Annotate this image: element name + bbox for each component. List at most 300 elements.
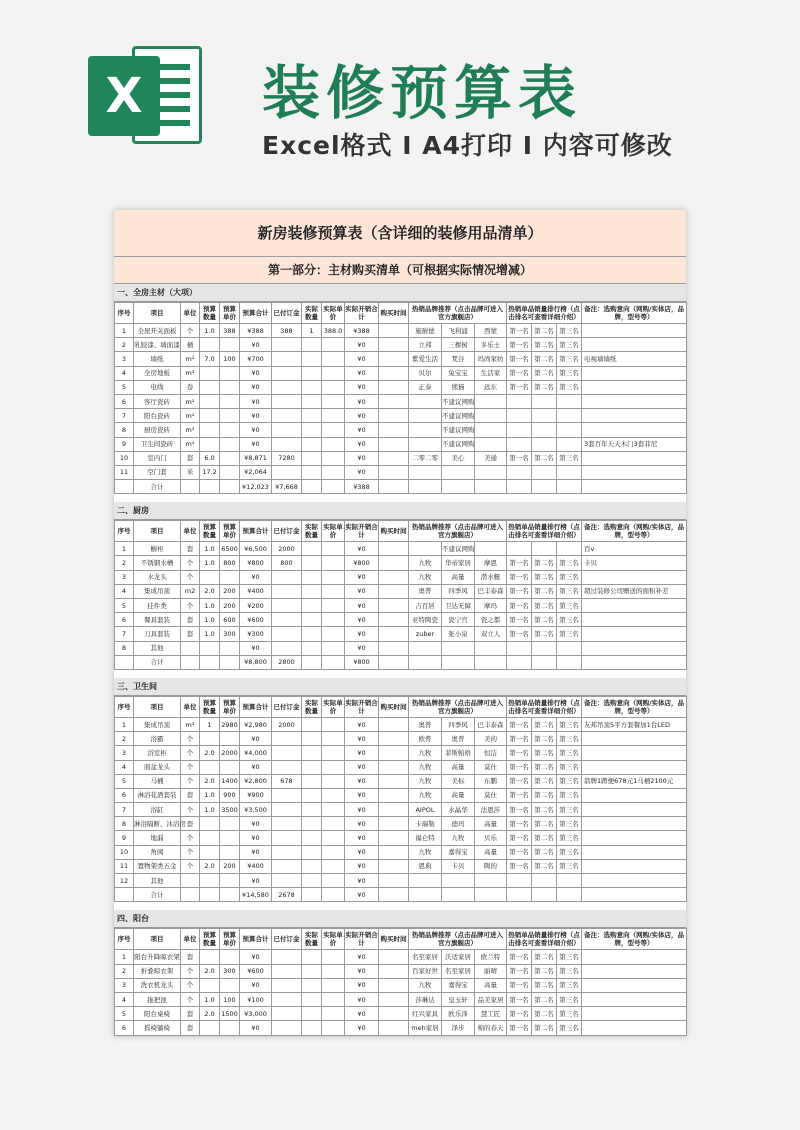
rank-cell: 第二名 xyxy=(532,950,557,964)
brand-cell: 名至家居 xyxy=(409,950,442,964)
rank-cell: 第一名 xyxy=(507,1007,532,1021)
brand-cell: 兔宝宝 xyxy=(442,366,475,380)
section-heading: 四、阳台 xyxy=(114,910,686,928)
table-cell: ¥0 xyxy=(240,1021,272,1035)
table-row xyxy=(115,717,687,731)
table-cell: 1.0 xyxy=(200,627,220,641)
rank-cell: 第三名 xyxy=(557,992,582,1006)
rank-cell: 第一名 xyxy=(507,950,532,964)
table-cell: ¥800 xyxy=(345,655,379,669)
table-cell: 个 xyxy=(181,964,200,978)
table-cell xyxy=(272,465,302,479)
table-cell: 17.2 xyxy=(200,465,220,479)
column-header: 已付订金 xyxy=(272,929,302,950)
brand-cell xyxy=(409,641,442,655)
rank-cell: 第二名 xyxy=(532,760,557,774)
table-cell: 1.0 xyxy=(200,324,220,338)
rank-cell: 第三名 xyxy=(557,950,582,964)
brand-cell: 生活家 xyxy=(475,366,507,380)
brand-cell xyxy=(442,480,475,494)
rank-cell xyxy=(507,409,532,423)
table-cell xyxy=(302,366,322,380)
table-cell xyxy=(302,732,322,746)
budget-table xyxy=(114,302,687,494)
table-row xyxy=(115,542,687,556)
table-cell: 套 xyxy=(181,627,200,641)
table-cell xyxy=(302,542,322,556)
column-header: 序号 xyxy=(115,303,134,324)
table-cell: 墙纸 xyxy=(134,352,181,366)
brand-cell: 名至家居 xyxy=(442,964,475,978)
brand-cell: 奥普 xyxy=(409,717,442,731)
rank-cell: 第一名 xyxy=(507,1021,532,1035)
note-cell xyxy=(582,978,687,992)
rank-cell: 第三名 xyxy=(557,451,582,465)
note-cell xyxy=(582,788,687,802)
table-cell: 个 xyxy=(181,746,200,760)
rank-cell: 第三名 xyxy=(557,817,582,831)
brand-cell: 不建议网购 xyxy=(442,542,475,556)
table-cell xyxy=(379,599,409,613)
note-cell: 百v xyxy=(582,542,687,556)
table-cell xyxy=(220,845,240,859)
note-cell xyxy=(582,1021,687,1035)
rank-cell: 第二名 xyxy=(532,1007,557,1021)
table-row xyxy=(115,437,687,451)
brand-cell xyxy=(409,465,442,479)
rank-cell: 第三名 xyxy=(557,613,582,627)
brand-cell: 熊猫 xyxy=(442,380,475,394)
table-cell xyxy=(220,465,240,479)
table-cell xyxy=(322,641,345,655)
brand-cell xyxy=(442,874,475,888)
note-cell xyxy=(582,613,687,627)
table-cell xyxy=(379,556,409,570)
table-cell: ¥0 xyxy=(240,831,272,845)
rank-cell: 第二名 xyxy=(532,338,557,352)
table-cell: 11 xyxy=(115,465,134,479)
table-cell xyxy=(220,655,240,669)
rank-cell: 第一名 xyxy=(507,380,532,394)
table-cell: 2.0 xyxy=(200,964,220,978)
table-cell: ¥0 xyxy=(345,817,379,831)
section-spacer xyxy=(114,670,686,678)
note-cell xyxy=(582,964,687,978)
table-cell: ¥0 xyxy=(345,732,379,746)
rank-cell: 第三名 xyxy=(557,732,582,746)
rank-cell: 第一名 xyxy=(507,613,532,627)
rank-cell xyxy=(532,655,557,669)
header-row xyxy=(115,929,687,950)
table-cell: 1.0 xyxy=(200,788,220,802)
rank-cell xyxy=(532,437,557,451)
table-cell: 1 xyxy=(302,324,322,338)
table-row xyxy=(115,746,687,760)
rank-cell: 第二名 xyxy=(532,859,557,873)
table-cell xyxy=(302,774,322,788)
sheet-title: 新房装修预算表（含详细的装修用品清单） xyxy=(114,210,686,257)
brand-cell: 不建议网购 xyxy=(442,423,475,437)
table-cell xyxy=(322,437,345,451)
table-cell xyxy=(322,874,345,888)
table-cell: 浴缸 xyxy=(134,803,181,817)
table-row xyxy=(115,992,687,1006)
table-cell: ¥0 xyxy=(345,803,379,817)
table-cell xyxy=(322,774,345,788)
brand-cell: 高量 xyxy=(442,570,475,584)
table-cell xyxy=(379,409,409,423)
column-header: 实际单价 xyxy=(322,521,345,542)
table-cell: ¥300 xyxy=(240,627,272,641)
budget-table xyxy=(114,520,687,670)
column-header: 预算数量 xyxy=(200,696,220,717)
table-row xyxy=(115,338,687,352)
table-cell xyxy=(181,888,200,902)
table-cell: 6.0 xyxy=(200,451,220,465)
table-cell: ¥0 xyxy=(345,831,379,845)
table-cell xyxy=(322,542,345,556)
table-cell: 6 xyxy=(115,1021,134,1035)
table-cell: 7.0 xyxy=(200,352,220,366)
table-cell xyxy=(322,627,345,641)
table-cell: 11 xyxy=(115,859,134,873)
column-header: 项目 xyxy=(134,521,181,542)
brand-cell xyxy=(442,641,475,655)
note-cell xyxy=(582,627,687,641)
table-row xyxy=(115,732,687,746)
brand-cell: 奥普 xyxy=(442,732,475,746)
table-cell: 餐具套装 xyxy=(134,613,181,627)
brand-cell: 张小泉 xyxy=(442,627,475,641)
table-cell: 2800 xyxy=(272,655,302,669)
table-cell xyxy=(379,859,409,873)
table-cell: ¥2,800 xyxy=(240,774,272,788)
table-row xyxy=(115,859,687,873)
table-row xyxy=(115,324,687,338)
table-cell: m² xyxy=(181,366,200,380)
table-cell: 1.0 xyxy=(200,542,220,556)
rank-cell xyxy=(507,641,532,655)
table-cell xyxy=(302,888,322,902)
brand-cell: 高量 xyxy=(475,845,507,859)
column-header: 热销品牌推荐（点击品牌可进入官方旗舰店） xyxy=(409,521,507,542)
rank-cell: 第二名 xyxy=(532,746,557,760)
table-cell: 2000 xyxy=(272,717,302,731)
table-cell xyxy=(302,423,322,437)
brand-cell: 莫仕 xyxy=(475,760,507,774)
table-cell: 个 xyxy=(181,570,200,584)
table-cell xyxy=(379,803,409,817)
rank-cell: 第一名 xyxy=(507,788,532,802)
rank-cell: 第一名 xyxy=(507,760,532,774)
table-cell xyxy=(272,978,302,992)
table-cell xyxy=(302,437,322,451)
rank-cell: 第一名 xyxy=(507,584,532,598)
table-cell: 摇椅躺椅 xyxy=(134,1021,181,1035)
brand-cell xyxy=(475,655,507,669)
table-row xyxy=(115,599,687,613)
table-cell xyxy=(322,746,345,760)
brand-cell: 摩恩 xyxy=(475,556,507,570)
table-cell: 其他 xyxy=(134,874,181,888)
brand-cell: 多乐士 xyxy=(475,338,507,352)
table-cell xyxy=(302,394,322,408)
table-cell xyxy=(322,859,345,873)
table-cell: ¥800 xyxy=(240,556,272,570)
table-cell: ¥100 xyxy=(240,992,272,1006)
table-cell xyxy=(220,950,240,964)
table-cell xyxy=(200,480,220,494)
table-row xyxy=(115,817,687,831)
table-row xyxy=(115,803,687,817)
table-cell xyxy=(272,1021,302,1035)
table-cell xyxy=(322,978,345,992)
table-cell xyxy=(322,380,345,394)
rank-cell xyxy=(507,874,532,888)
table-cell: 浴霸 xyxy=(134,732,181,746)
table-cell: 个 xyxy=(181,831,200,845)
table-cell: 7 xyxy=(115,803,134,817)
brand-cell xyxy=(475,874,507,888)
column-header: 序号 xyxy=(115,929,134,950)
rank-cell: 第三名 xyxy=(557,717,582,731)
table-cell: 1.0 xyxy=(200,992,220,1006)
brand-cell: 美通 xyxy=(475,451,507,465)
note-cell xyxy=(582,641,687,655)
brand-cell xyxy=(475,465,507,479)
rank-cell xyxy=(557,437,582,451)
section-heading: 一、全房主材（大项） xyxy=(114,284,686,302)
table-cell xyxy=(220,338,240,352)
table-cell: 5 xyxy=(115,599,134,613)
table-row xyxy=(115,655,687,669)
table-cell xyxy=(302,655,322,669)
table-cell xyxy=(272,380,302,394)
brand-cell xyxy=(442,888,475,902)
column-header: 已付订金 xyxy=(272,303,302,324)
note-cell xyxy=(582,845,687,859)
table-cell xyxy=(272,992,302,1006)
rank-cell: 第一名 xyxy=(507,556,532,570)
brand-cell: 卫达无障 xyxy=(442,599,475,613)
note-cell xyxy=(582,570,687,584)
table-cell: 挂件类 xyxy=(134,599,181,613)
table-cell xyxy=(220,409,240,423)
table-row xyxy=(115,1007,687,1021)
brand-cell: 水晶华 xyxy=(442,803,475,817)
table-cell xyxy=(220,641,240,655)
table-cell: 其他 xyxy=(134,641,181,655)
table-cell xyxy=(272,859,302,873)
table-cell: 个 xyxy=(181,859,200,873)
table-cell xyxy=(322,1007,345,1021)
table-cell: ¥8,871 xyxy=(240,451,272,465)
rank-cell: 第二名 xyxy=(532,556,557,570)
table-cell xyxy=(302,978,322,992)
table-cell: ¥0 xyxy=(240,978,272,992)
table-cell xyxy=(220,888,240,902)
table-cell: 5 xyxy=(115,1007,134,1021)
table-cell: 客厅瓷砖 xyxy=(134,394,181,408)
column-header: 预算数量 xyxy=(200,929,220,950)
brand-cell: 泽步 xyxy=(442,1021,475,1035)
table-cell xyxy=(200,641,220,655)
column-header: 单位 xyxy=(181,303,200,324)
table-cell xyxy=(272,950,302,964)
table-cell xyxy=(272,874,302,888)
rank-cell xyxy=(507,480,532,494)
column-header: 预算数量 xyxy=(200,521,220,542)
rank-cell: 第一名 xyxy=(507,845,532,859)
brand-cell: 亚特陶瓷 xyxy=(409,613,442,627)
table-cell xyxy=(272,366,302,380)
rank-cell: 第三名 xyxy=(557,599,582,613)
rank-cell: 第三名 xyxy=(557,1021,582,1035)
table-cell: 刀具套装 xyxy=(134,627,181,641)
table-cell xyxy=(322,613,345,627)
table-cell xyxy=(272,627,302,641)
column-header: 实际数量 xyxy=(302,696,322,717)
table-cell: 1.0 xyxy=(200,599,220,613)
table-cell xyxy=(220,874,240,888)
table-cell xyxy=(379,324,409,338)
rank-cell xyxy=(507,542,532,556)
rank-cell: 第三名 xyxy=(557,584,582,598)
table-cell xyxy=(379,774,409,788)
header-row xyxy=(115,303,687,324)
table-cell: ¥0 xyxy=(345,978,379,992)
brand-cell xyxy=(475,423,507,437)
note-cell xyxy=(582,831,687,845)
rank-cell: 第三名 xyxy=(557,338,582,352)
rank-cell: 第二名 xyxy=(532,992,557,1006)
table-cell xyxy=(379,655,409,669)
table-cell: ¥0 xyxy=(345,1021,379,1035)
rank-cell: 第二名 xyxy=(532,352,557,366)
column-header: 实际数量 xyxy=(302,521,322,542)
table-cell xyxy=(322,760,345,774)
table-row xyxy=(115,570,687,584)
table-cell xyxy=(302,556,322,570)
table-cell xyxy=(322,888,345,902)
table-cell: 4 xyxy=(115,760,134,774)
table-cell: ¥0 xyxy=(345,717,379,731)
column-header: 备注：选购意向（网购/实体店，品牌，型号等） xyxy=(582,303,687,324)
table-cell: 阳台瓷砖 xyxy=(134,409,181,423)
column-header: 实际单价 xyxy=(322,929,345,950)
table-cell xyxy=(272,409,302,423)
note-cell xyxy=(582,655,687,669)
table-cell: ¥600 xyxy=(240,964,272,978)
brand-cell: 欧兰特 xyxy=(475,950,507,964)
table-cell xyxy=(379,542,409,556)
rank-cell: 第三名 xyxy=(557,788,582,802)
table-cell xyxy=(379,394,409,408)
column-header: 热销品牌推荐（点击品牌可进入官方旗舰店） xyxy=(409,696,507,717)
table-cell: ¥0 xyxy=(240,570,272,584)
brand-cell: 高量 xyxy=(475,978,507,992)
table-cell xyxy=(220,1021,240,1035)
note-cell xyxy=(582,451,687,465)
rank-cell xyxy=(532,423,557,437)
note-cell xyxy=(582,465,687,479)
table-cell: 合计 xyxy=(134,655,181,669)
table-cell xyxy=(302,1007,322,1021)
column-header: 预算合计 xyxy=(240,521,272,542)
table-cell xyxy=(302,859,322,873)
rank-cell: 第三名 xyxy=(557,352,582,366)
table-cell xyxy=(379,437,409,451)
table-cell xyxy=(220,732,240,746)
table-cell xyxy=(302,599,322,613)
table-row xyxy=(115,556,687,570)
brand-cell: 高量 xyxy=(442,760,475,774)
table-cell xyxy=(302,338,322,352)
brand-cell: 九牧 xyxy=(409,746,442,760)
column-header: 备注：选购意向（网购/实体店，品牌，型号等） xyxy=(582,696,687,717)
table-cell xyxy=(200,380,220,394)
table-row xyxy=(115,451,687,465)
table-cell: ¥0 xyxy=(240,845,272,859)
rank-cell: 第二名 xyxy=(532,627,557,641)
table-cell: 9 xyxy=(115,831,134,845)
section-spacer xyxy=(114,494,686,502)
table-cell: 2 xyxy=(115,732,134,746)
table-cell xyxy=(272,338,302,352)
rank-cell: 第一名 xyxy=(507,774,532,788)
table-cell: 套 xyxy=(181,817,200,831)
table-cell: 合计 xyxy=(134,480,181,494)
rank-cell: 第三名 xyxy=(557,746,582,760)
table-row xyxy=(115,774,687,788)
table-cell: 7280 xyxy=(272,451,302,465)
table-cell xyxy=(379,613,409,627)
table-cell xyxy=(302,1021,322,1035)
table-cell: 个 xyxy=(181,803,200,817)
rank-cell xyxy=(507,394,532,408)
table-cell: ¥0 xyxy=(345,584,379,598)
table-cell: 阳台桌椅 xyxy=(134,1007,181,1021)
table-cell xyxy=(200,655,220,669)
brand-cell: 菲斯帕格 xyxy=(442,746,475,760)
table-cell: 个 xyxy=(181,324,200,338)
header-row xyxy=(115,696,687,717)
table-cell xyxy=(220,570,240,584)
table-cell: 10 xyxy=(115,845,134,859)
table-cell: ¥0 xyxy=(240,874,272,888)
table-cell xyxy=(220,480,240,494)
table-cell: 1 xyxy=(115,324,134,338)
table-cell: 2000 xyxy=(272,542,302,556)
brand-cell xyxy=(475,888,507,902)
table-cell: 300 xyxy=(220,627,240,641)
column-header: 单位 xyxy=(181,929,200,950)
brand-cell: 瓷之都 xyxy=(475,613,507,627)
table-cell: 2000 xyxy=(220,746,240,760)
table-row xyxy=(115,874,687,888)
rank-cell: 第二名 xyxy=(532,978,557,992)
column-header: 热销单品销量排行榜（点击排名可查看详细介绍） xyxy=(507,696,582,717)
table-cell: ¥0 xyxy=(240,338,272,352)
table-row xyxy=(115,394,687,408)
table-cell: ¥700 xyxy=(240,352,272,366)
rank-cell xyxy=(507,465,532,479)
table-cell xyxy=(272,760,302,774)
table-cell: ¥0 xyxy=(240,817,272,831)
brand-cell: 欧乐泽 xyxy=(442,1007,475,1021)
table-cell xyxy=(322,584,345,598)
rank-cell xyxy=(507,655,532,669)
